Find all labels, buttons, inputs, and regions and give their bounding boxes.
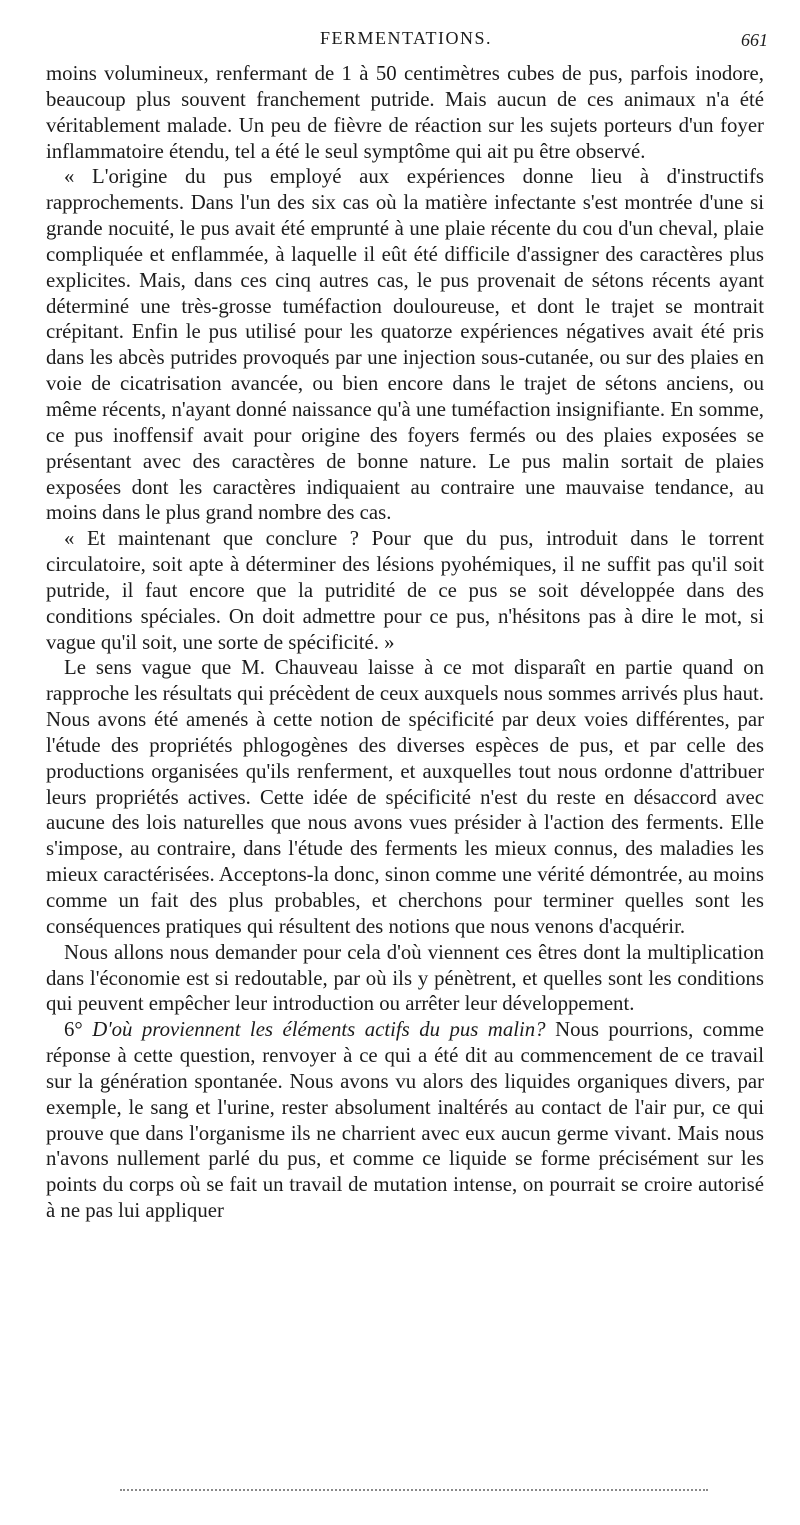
section-heading: D'où proviennent les éléments actifs du pus malin? bbox=[92, 1018, 546, 1042]
section-paragraph bbox=[46, 1017, 764, 1224]
running-head bbox=[46, 28, 766, 54]
footer-dotted-rule bbox=[120, 1489, 708, 1491]
paragraph: Le sens vague que M. Chauveau laisse à ce mot disparaît en partie quand on rapproche les résultats qui précèdent de ceux auxquels nous sommes arrivés plus haut. Nous avons été amenés à cette notion de spécificité par deux voies différentes, par l'étude des propriétés phlogogènes des diverses espèces de pus, et par celle des productions organisées qu'ils renferment, et auxquelles tout nous ordonne d'attribuer leurs propriétés actives. Cette idée de spécificité n'est du reste en désaccord avec aucune des lois naturelles que nous avons vues présider à l'action des ferments. Elle s'impose, au contraire, dans l'étude des ferments les mieux connus, des maladies les mieux caractérisées. Acceptons-la donc, sinon comme une vérité démontrée, au moins comme un fait des plus probables, et cherchons pour terminer quelles sont les conséquences pratiques qui résultent des notions que nous venons d'acquérir. bbox=[46, 656, 764, 938]
paragraph: moins volumineux, renfermant de 1 à 50 centimètres cubes de pus, parfois inodore, beaucoup plus souvent franchement putride. Mais aucun de ces animaux n'a été véritablement malade. Un peu de fièvre de réaction sur les sujets porteurs d'un foyer inflammatoire étendu, tel a été le seul symptôme qui ait pu être observé. bbox=[46, 62, 764, 163]
paragraph: « Et maintenant que conclure ? Pour que du pus, introduit dans le torrent circulatoire, soit apte à déterminer des lésions pyohémiques, il ne suffit pas qu'il soit putride, il faut encore que la putridité de ce pus se soit développée dans des conditions spéciales. On doit admettre pour ce pus, n'hésitons pas à dire le mot, si vague qu'il soit, une sorte de spécificité. » bbox=[46, 527, 764, 654]
running-title: FERMENTATIONS. bbox=[319, 28, 493, 48]
paragraph: Nous allons nous demander pour cela d'où viennent ces êtres dont la multiplication dans l'économie est si redoutable, par où ils y pénètrent, et quelles sont les conditions qui peuvent empêcher leur introduction ou arrêter leur développement. bbox=[46, 940, 764, 1016]
page-number: 661 bbox=[741, 30, 768, 50]
section-text: Nous pourrions, comme réponse à cette question, renvoyer à ce qui a été dit au commencement de ce travail sur la génération spontanée. Nous avons vu alors des liquides organiques divers, par exemple, le sang et l'urine, rester absolument inaltérés au contact de l'air pur, ce qui prouve que dans l'organisme ils ne charrient avec eux aucun germe vivant. Mais nous n'avons nullement parlé du pus, et comme ce liquide se forme précisément sur les points du corps où se fait un travail de mutation intense, on pourrait se croire autorisé à ne pas lui appliquer bbox=[46, 1018, 765, 1223]
paragraph: « L'origine du pus employé aux expériences donne lieu à d'instructifs rapprochements. Dans l'un des six cas où la matière infectante s'est montrée d'une si grande nocuité, le pus avait été emprunté à une plaie récente du cou d'un cheval, plaie compliquée et enflammée, à laquelle il eût été difficile d'assigner des caractères plus explicites. Mais, dans ces cinq autres cas, le pus provenait de sétons récents ayant déterminé une très-grosse tuméfaction douloureuse, et dont le trajet se montrait crépitant. Enfin le pus utilisé pour les quatorze expériences négatives avait été pris dans les abcès putrides provoqués par une injection sous-cutanée, ou sur des plaies en voie de cicatrisation avancée, ou bien encore dans le trajet de sétons anciens, ou même récents, n'ayant donné naissance qu'à une tuméfaction insignifiante. En somme, ce pus inoffensif avait pour origine des foyers fermés ou des plaies exposées se présentant avec des caractères de bonne nature. Le pus malin sortait de plaies exposées dont les caractères indiquaient au contraire une mauvaise tendance, au moins dans le plus grand nombre des cas. bbox=[46, 165, 764, 525]
section-number: 6° bbox=[64, 1018, 83, 1042]
body-text bbox=[46, 61, 764, 1224]
